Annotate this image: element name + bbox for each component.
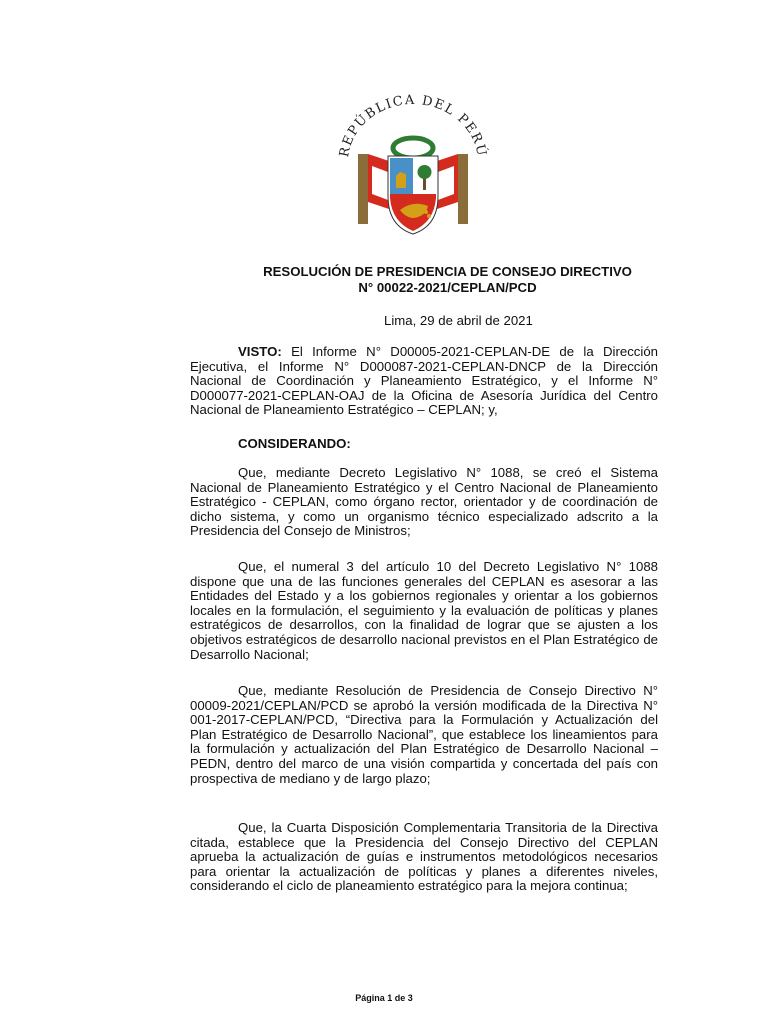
visto-paragraph — [190, 345, 658, 418]
considerando-paragraph-2: Que, el numeral 3 del artículo 10 del Decreto Legislativo N° 1088 dispone que una de las funciones generales del CEPLAN es asesorar a las Entidades del Estado y a los gobiernos regionales y orientar a los gobiernos locales en la formulación, el seguimiento y la evaluación de políticas y planes estratégicos de desarrollos, con la finalidad de lograr que se ajusten a los objetivos estratégicos de desarrollo nacional previstos en el Plan Estratégico de Desarrollo Nacional; — [190, 559, 658, 662]
considerando-paragraph-1: Que, mediante Decreto Legislativo N° 1088, se creó el Sistema Nacional de Planeamiento Estratégico y el Centro Nacional de Planeamiento Estratégico - CEPLAN, como órgano rector, orientador y de coordinación de dicho sistema, y como un organismo técnico especializado adscrito a la Presidencia del Consejo de Ministros; — [190, 465, 658, 539]
resolution-number: N° 00022-2021/CEPLAN/PCD — [358, 280, 537, 295]
considerando-paragraph-4: Que, la Cuarta Disposición Complementaria Transitoria de la Directiva citada, establece que la Presidencia del Consejo Directivo del CEPLAN aprueba la actualización de guías e instrumentos metodológicos necesarios para orientar la actualización de políticas y planes a diferentes niveles, considerando el ciclo de planeamiento estratégico para la mejora continua; — [190, 820, 658, 894]
considerando-paragraph-3: Que, mediante Resolución de Presidencia de Consejo Directivo N° 00009-2021/CEPLAN/PCD se aprobó la versión modificada de la Directiva N° 001-2017-CEPLAN/PCD, “Directiva para la Formulación y Actualización del Plan Estratégico de Desarrollo Nacional”, que establece los lineamientos para la formulación y actualización del Plan Estratégico de Desarrollo Nacional – PEDN, dentro del marco de una visión compartida y concertada del país con prospectiva de mediano y de largo plazo; — [190, 683, 658, 786]
considerando-heading: CONSIDERANDO: — [238, 436, 351, 451]
coat-of-arms-seal — [330, 92, 496, 248]
document-date: Lima, 29 de abril de 2021 — [384, 313, 533, 328]
page-number: Página 1 de 3 — [355, 993, 413, 1003]
visto-text: El Informe N° D00005-2021-CEPLAN-DE de la Dirección Ejecutiva, el Informe N° D000087-2021-CEPLAN-DNCP de la Dirección Nacional de Coordinación y Planeamiento Estratégico, y el Informe N° D000077-2021-CEPLAN-OAJ de la Oficina de Asesoría Jurídica del Centro Nacional de Planeamiento Estratégico – CEPLAN; y, — [190, 344, 658, 418]
resolution-title — [190, 264, 705, 296]
visto-label: VISTO: — [238, 344, 282, 359]
svg-text:REPÚBLICA DEL PERÚ — [337, 93, 491, 159]
seal-text: REPÚBLICA DEL PERÚ — [337, 92, 489, 159]
resolution-title-line1: RESOLUCIÓN DE PRESIDENCIA DE CONSEJO DIRECTIVO — [263, 264, 632, 279]
